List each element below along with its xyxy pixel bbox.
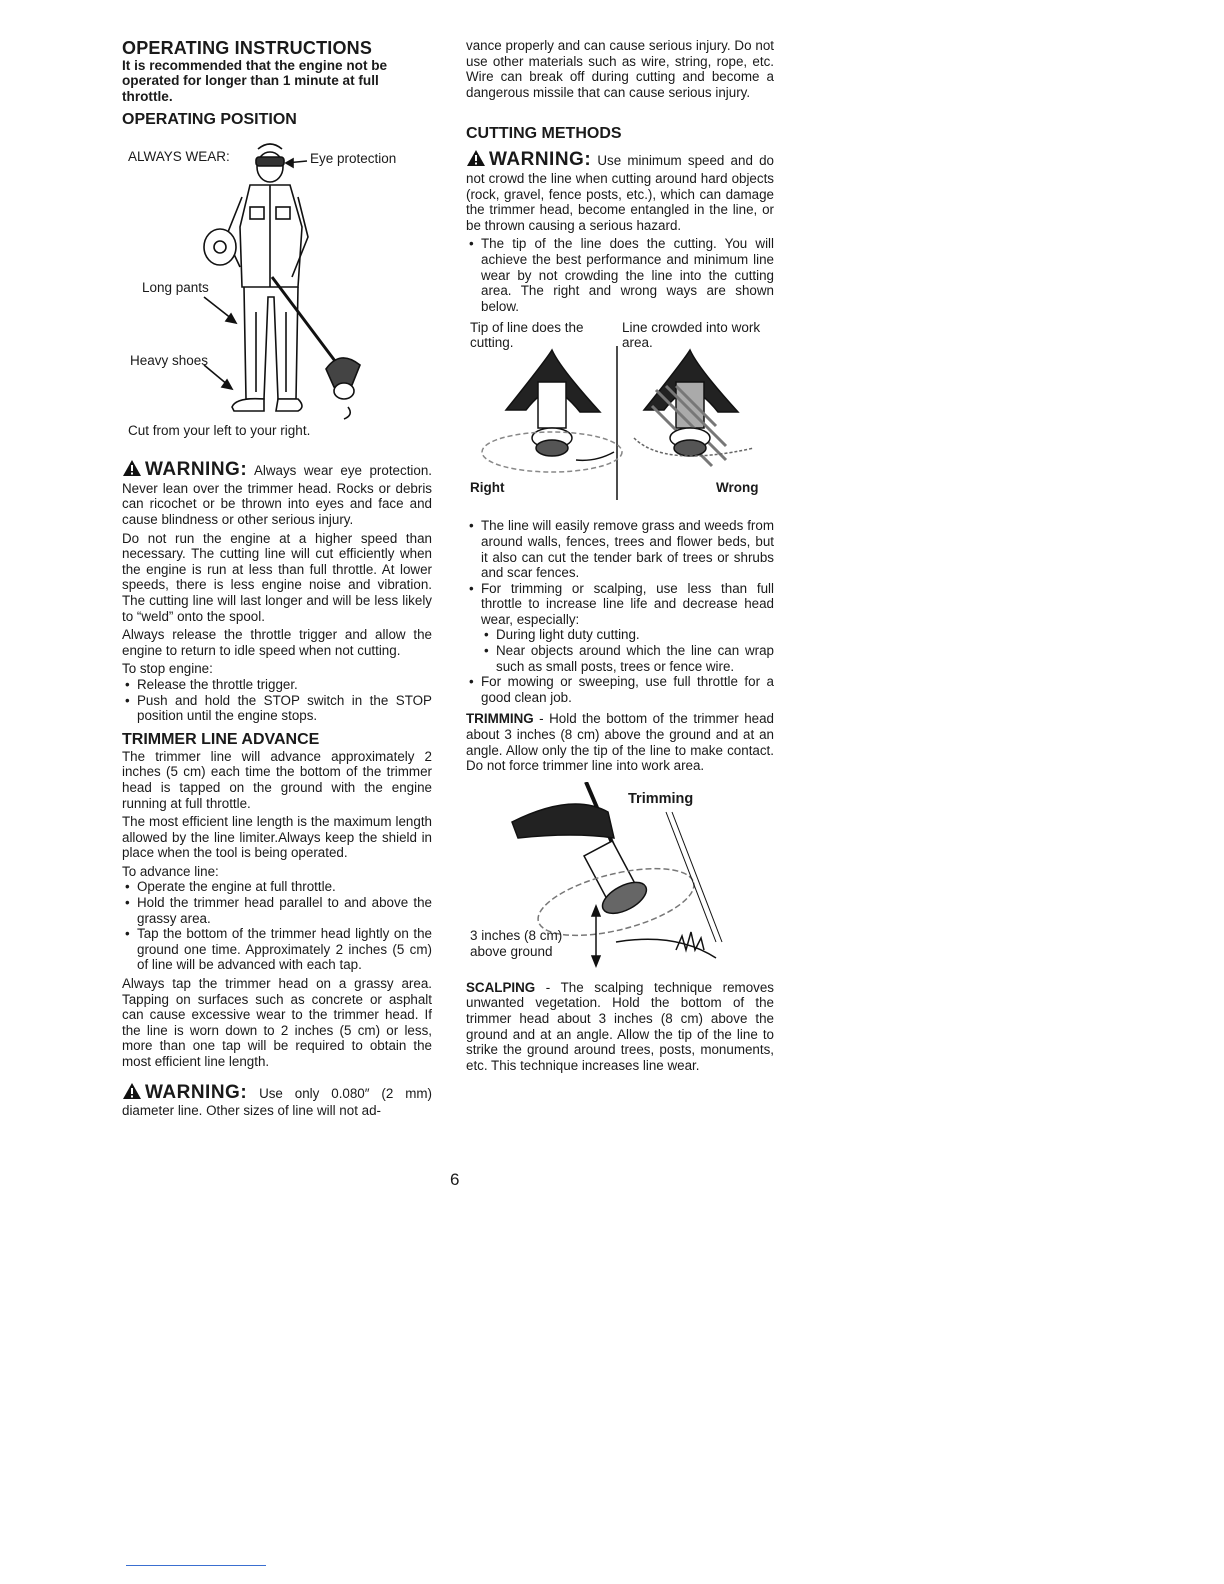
trimmer-line-advance-heading: TRIMMER LINE ADVANCE <box>122 730 320 748</box>
trimming-figure <box>466 782 774 978</box>
trimming-text: - Hold the bottom of the trimmer head about 3 inches (8 cm) above the ground and at an angle. Allow only the tip of the line to make contact. Do not force trimmer line into work area. <box>466 711 774 774</box>
warning-triangle-icon <box>122 1082 142 1104</box>
list-item: • The tip of the line does the cutting. You will achieve the best performance and minimum line wear by not crowding the line into the cutting area. The right and wrong ways are shown below. <box>466 236 774 314</box>
warning-label: WARNING: <box>145 459 248 481</box>
tip-cutting-list <box>466 236 774 314</box>
warning-text: Always wear eye protection. Never lean over the trimmer head. Rocks or debris can ricochet or be thrown into eyes and face and cause blindness or other serious injury. <box>122 463 433 527</box>
list-item: • During light duty cutting. <box>466 627 774 643</box>
wrong-method-label: Line crowded into work area. <box>622 320 761 351</box>
long-pants-label: Long pants <box>142 280 209 296</box>
wrong-caption: Wrong <box>716 480 759 496</box>
list-item: • For mowing or sweeping, use full throttle for a good clean job. <box>466 674 774 705</box>
figure-caption: Cut from your left to your right. <box>128 423 311 439</box>
engine-speed-paragraph: Do not run the engine at a higher speed than necessary. The cutting line will cut efficiently when the engine is run at less than full throttle. At lower speeds, there is less engine noise and vibration. The cutting line will last longer and will be less likely to “weld” onto the spool. <box>122 530 432 624</box>
mowing-tip-list <box>466 674 774 705</box>
warning-eye-protection <box>122 459 432 527</box>
heavy-shoes-label: Heavy shoes <box>130 353 209 369</box>
scalping-lead: SCALPING <box>466 979 536 995</box>
advance-paragraph-1: The trimmer line will advance approximately 2 inches (5 cm) each time the bottom of the trimmer head is tapped on the ground with the engine running at full throttle. <box>122 748 432 811</box>
list-item: • Push and hold the STOP switch in the STOP position until the engine stops. <box>122 693 432 724</box>
operating-position-heading: OPERATING POSITION <box>122 111 297 129</box>
operating-position-figure <box>122 137 432 459</box>
list-item: • Near objects around which the line can wrap such as small posts, trees or fence wire. <box>466 643 774 674</box>
stop-engine-intro: To stop engine: <box>122 661 213 677</box>
full-throttle-notice: It is recommended that the engine not be operated for longer than 1 minute at full throttle. <box>122 58 388 104</box>
advance-paragraph-3: Always tap the trimmer head on a grassy area. Tapping on surfaces such as concrete or asphalt can cause excessive wear to the trimmer head. If the line is worn down to 2 inches (5 cm) or less, more than one tap will be required to obtain the most efficient line length. <box>122 976 432 1069</box>
warning-text: Use only 0.080″ (2 mm) diameter line. Other sizes of line will not ad- <box>122 1085 432 1119</box>
trimming-title: Trimming <box>628 790 694 807</box>
right-column <box>466 38 774 1076</box>
advance-intro: To advance line: <box>122 863 219 879</box>
warning-line-size <box>122 1082 432 1119</box>
list-item: • The line will easily remove grass and weeds from around walls, fences, trees and flower beds, but it also can cut the tender bark of trees or shrubs and scar fences. <box>466 518 774 580</box>
eye-protection-label: Eye protection <box>310 151 397 167</box>
stop-engine-steps <box>122 677 432 724</box>
footer-link-underline <box>126 1565 266 1566</box>
page-number: 6 <box>450 1170 460 1189</box>
warning-triangle-icon <box>122 459 142 481</box>
cutting-methods-heading: CUTTING METHODS <box>466 125 622 143</box>
page-title: OPERATING INSTRUCTIONS <box>122 38 373 58</box>
list-item: • Release the throttle trigger. <box>122 677 432 693</box>
left-column <box>122 38 432 1122</box>
warning-label: WARNING: <box>145 1081 248 1103</box>
release-throttle-paragraph: Always release the throttle trigger and allow the engine to return to idle speed when not cutting. <box>122 627 432 658</box>
advance-paragraph-2: The most efficient line length is the maximum length allowed by the line limiter.Always keep the shield in place when the tool is being operated. <box>122 814 432 861</box>
height-label-line-1: 3 inches (8 cm) <box>470 927 563 943</box>
list-item: • Tap the bottom of the trimmer head lightly on the ground one time. Approximately 2 inches (5 cm) of line will be advanced with each tap. <box>122 926 432 973</box>
warning-triangle-icon <box>466 149 486 171</box>
warning-label: WARNING: <box>489 149 592 171</box>
right-wrong-figure <box>466 320 774 512</box>
warning-text: Use minimum speed and do not crowd the line when cutting around hard objects (rock, gravel, fence posts, etc.), which can damage the trimmer head, become entangled in the line, or be thrown causing a serious hazard. <box>466 153 774 233</box>
cutting-tips-list <box>466 518 774 627</box>
reduced-throttle-cases <box>466 627 774 674</box>
height-label-line-2: above ground <box>470 943 553 959</box>
always-wear-label: ALWAYS WEAR: <box>128 149 230 165</box>
scalping-paragraph <box>466 980 774 1074</box>
list-item: • Hold the trimmer head parallel to and above the grassy area. <box>122 895 432 926</box>
warning-continued-text: vance properly and can cause serious injury. Do not use other materials such as wire, string, rope, etc. Wire can break off during cutting and become a dangerous missile that can cause serious injury. <box>466 38 774 100</box>
trimming-lead: TRIMMING <box>466 711 534 727</box>
list-item: • Operate the engine at full throttle. <box>122 879 432 895</box>
warning-minimum-speed <box>466 149 774 233</box>
advance-steps <box>122 879 432 973</box>
trimming-paragraph <box>466 711 774 773</box>
right-method-label: Tip of line does the cutting. <box>470 320 584 351</box>
right-caption: Right <box>470 480 505 496</box>
list-item: • For trimming or scalping, use less than full throttle to increase line life and decrease head wear, especially: <box>466 581 774 628</box>
scalping-text: - The scalping technique removes unwanted vegetation. Hold the bottom of the trimmer head about 3 inches (8 cm) above the ground and at an angle. Allow the tip of the line to strike the ground around trees, posts, monuments, etc. This technique increases line wear. <box>466 979 774 1073</box>
